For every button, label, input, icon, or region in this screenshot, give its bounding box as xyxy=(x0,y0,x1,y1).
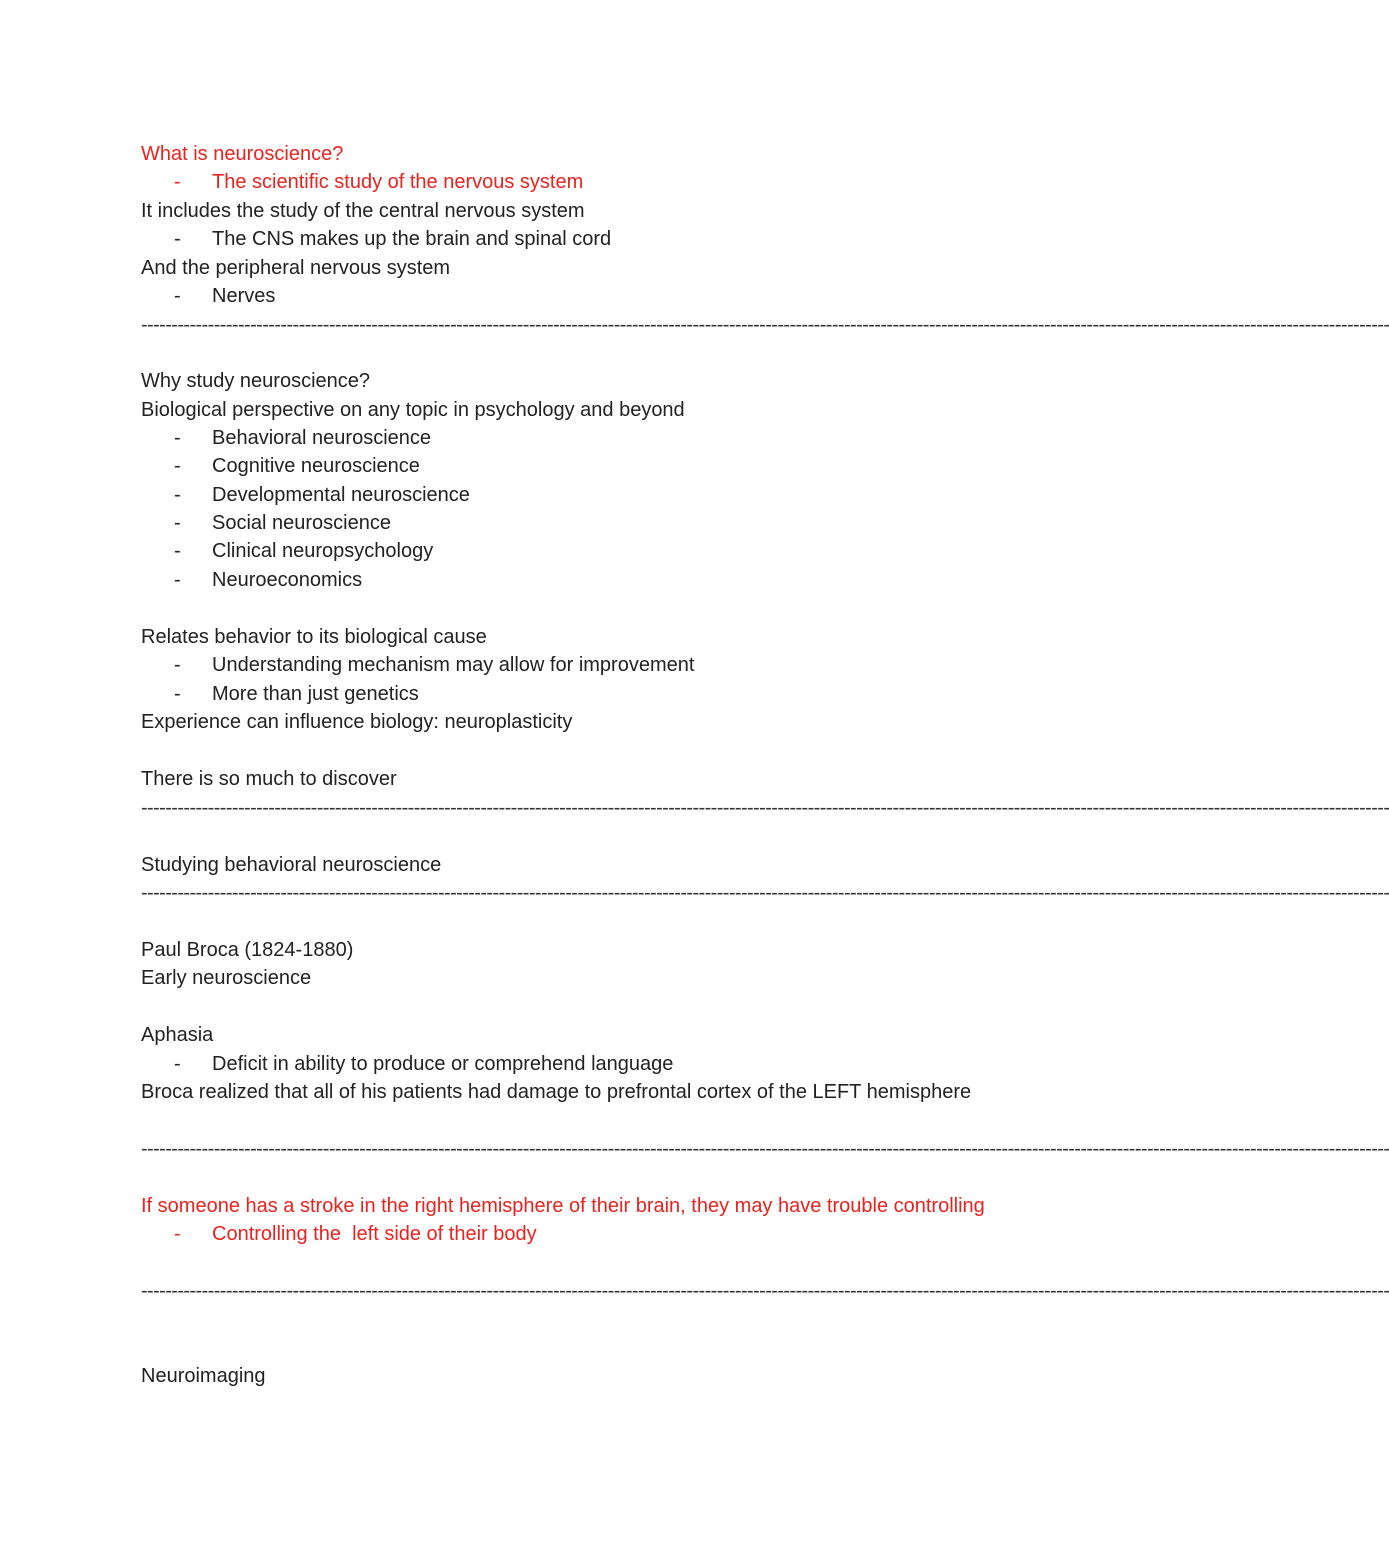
bullet-dash: - xyxy=(174,228,181,250)
list-item xyxy=(141,1050,674,1078)
list-item xyxy=(141,452,420,480)
paragraph: There is so much to discover xyxy=(141,768,397,790)
heading-what-is-neuroscience: What is neuroscience? xyxy=(141,143,344,165)
list-item xyxy=(141,282,276,310)
list-item-text: The scientific study of the nervous system xyxy=(212,171,584,193)
list-item-text: More than just genetics xyxy=(212,683,419,705)
bullet-dash: - xyxy=(174,1053,181,1075)
bullet-dash: - xyxy=(174,1223,181,1245)
paragraph: If someone has a stroke in the right hemisphere of their brain, they may have trouble controlling xyxy=(141,1195,985,1217)
paragraph: And the peripheral nervous system xyxy=(141,257,451,279)
list-item xyxy=(141,651,695,679)
paragraph: Relates behavior to its biological cause xyxy=(141,626,487,648)
list-item xyxy=(141,168,584,196)
paragraph: Early neuroscience xyxy=(141,967,312,989)
bullet-dash: - xyxy=(174,569,181,591)
list-item xyxy=(141,225,612,253)
list-item xyxy=(141,566,363,594)
section-divider: -------------------------------------------------------------------------------------------------------------------------------------------------------------------------------------------------------------- xyxy=(141,882,1389,904)
bullet-dash: - xyxy=(174,683,181,705)
paragraph: Experience can influence biology: neuroplasticity xyxy=(141,711,573,733)
list-item-text: The CNS makes up the brain and spinal cord xyxy=(212,228,612,250)
bullet-dash: - xyxy=(174,455,181,477)
heading-neuroimaging: Neuroimaging xyxy=(141,1365,266,1387)
list-item xyxy=(141,680,419,708)
bullet-dash: - xyxy=(174,540,181,562)
list-item-text: Nerves xyxy=(212,285,276,307)
list-item-text: Neuroeconomics xyxy=(212,569,363,591)
paragraph: Aphasia xyxy=(141,1024,214,1046)
list-item-text: Behavioral neuroscience xyxy=(212,427,432,449)
bullet-dash: - xyxy=(174,171,181,193)
list-item-text: Deficit in ability to produce or comprehend language xyxy=(212,1053,674,1075)
bullet-dash: - xyxy=(174,654,181,676)
paragraph: Biological perspective on any topic in psychology and beyond xyxy=(141,399,685,421)
paragraph: Broca realized that all of his patients had damage to prefrontal cortex of the LEFT hemisphere xyxy=(141,1081,972,1103)
list-item xyxy=(141,424,432,452)
list-item-text: Cognitive neuroscience xyxy=(212,455,420,477)
section-divider: -------------------------------------------------------------------------------------------------------------------------------------------------------------------------------------------------------------- xyxy=(141,1280,1389,1302)
list-item-text: Controlling the left side of their body xyxy=(212,1223,537,1245)
section-divider: -------------------------------------------------------------------------------------------------------------------------------------------------------------------------------------------------------------- xyxy=(141,797,1389,819)
list-item xyxy=(141,509,391,537)
heading-studying-behavioral-neuroscience: Studying behavioral neuroscience xyxy=(141,854,442,876)
bullet-dash: - xyxy=(174,484,181,506)
bullet-dash: - xyxy=(174,512,181,534)
bullet-dash: - xyxy=(174,427,181,449)
list-item-text: Clinical neuropsychology xyxy=(212,540,434,562)
list-item xyxy=(141,1220,537,1248)
list-item-text: Developmental neuroscience xyxy=(212,484,470,506)
list-item xyxy=(141,537,434,565)
list-item xyxy=(141,481,470,509)
heading-why-study-neuroscience: Why study neuroscience? xyxy=(141,370,371,392)
paragraph: It includes the study of the central nervous system xyxy=(141,200,585,222)
section-divider: -------------------------------------------------------------------------------------------------------------------------------------------------------------------------------------------------------------- xyxy=(141,314,1389,336)
list-item-text: Social neuroscience xyxy=(212,512,391,534)
list-item-text: Understanding mechanism may allow for improvement xyxy=(212,654,695,676)
section-divider: -------------------------------------------------------------------------------------------------------------------------------------------------------------------------------------------------------------- xyxy=(141,1138,1389,1160)
paragraph: Paul Broca (1824-1880) xyxy=(141,939,354,961)
bullet-dash: - xyxy=(174,285,181,307)
